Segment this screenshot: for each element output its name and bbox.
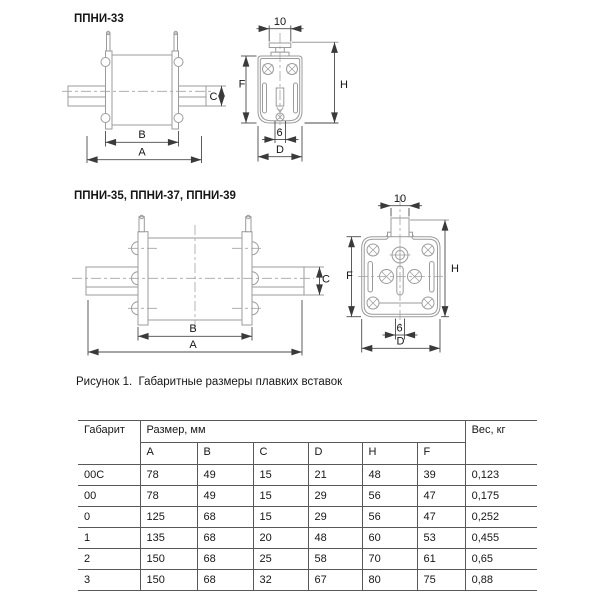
col-header-weight: Вес, кг (465, 421, 537, 465)
table-cell: 29 (308, 486, 362, 507)
table-cell: 29 (308, 507, 362, 528)
table-cell: 48 (308, 528, 362, 549)
dim-label-6: 6 (396, 322, 403, 335)
table-cell: 0,65 (465, 549, 537, 570)
table-cell: 00C (78, 465, 140, 486)
col-header-f: F (417, 443, 465, 465)
fuse-body-outline (101, 31, 183, 129)
col-header-a: A (140, 443, 197, 465)
table-cell: 25 (253, 549, 308, 570)
table-cell: 67 (308, 570, 362, 591)
table-cell: 2 (78, 549, 140, 570)
dimension-10 (378, 193, 422, 217)
table-cell: 15 (253, 486, 308, 507)
table-cell: 15 (253, 507, 308, 528)
ppni33-side-view-drawing (62, 28, 232, 166)
table-cell: 56 (362, 486, 417, 507)
table-cell: 60 (362, 528, 417, 549)
table-cell: 49 (197, 465, 253, 486)
ppni35-front-view-drawing (345, 188, 467, 368)
table-cell: 21 (308, 465, 362, 486)
dim-label-b: B (189, 323, 197, 335)
table-cell: 0,175 (465, 486, 537, 507)
table-cell: 58 (308, 549, 362, 570)
table-cell: 20 (253, 528, 308, 549)
table-cell: 53 (417, 528, 465, 549)
dim-label-c: C (209, 91, 218, 103)
table-cell: 150 (140, 549, 197, 570)
figure1-label: ППНИ-33 (74, 13, 124, 25)
dim-label-d: D (396, 335, 405, 348)
dim-label-a: A (189, 339, 197, 351)
table-cell: 150 (140, 570, 197, 591)
table-row (78, 528, 537, 549)
table-cell: 0,252 (465, 507, 537, 528)
col-header-h: H (362, 443, 417, 465)
dimension-B (138, 323, 252, 341)
dim-label-d: D (276, 144, 284, 156)
dim-label-f: F (346, 270, 353, 282)
figure2-label: ППНИ-35, ППНИ-37, ППНИ-39 (74, 190, 236, 202)
table-cell: 00 (78, 486, 140, 507)
col-header-b: B (197, 443, 253, 465)
dimension-F (239, 56, 257, 123)
dim-label-a: A (138, 146, 146, 159)
col-header-d: D (308, 443, 362, 465)
table-header-row (78, 421, 537, 443)
col-header-size: Размер, мм (140, 421, 465, 443)
table-row (78, 507, 537, 528)
table-row (78, 486, 537, 507)
dim-label-f: F (238, 78, 246, 91)
table-cell: 47 (417, 486, 465, 507)
table-cell: 135 (140, 528, 197, 549)
table-cell: 49 (197, 486, 253, 507)
table-cell: 48 (362, 465, 417, 486)
dim-label-10: 10 (273, 16, 287, 28)
table-cell: 80 (362, 570, 417, 591)
table-row (78, 465, 537, 486)
ppni33-front-view-drawing (238, 6, 356, 174)
table-cell: 56 (362, 507, 417, 528)
table-cell: 75 (417, 570, 465, 591)
table-cell: 68 (197, 570, 253, 591)
table-cell: 39 (417, 465, 465, 486)
dim-label-h: H (340, 79, 348, 91)
col-header-c: C (253, 443, 308, 465)
table-cell: 15 (253, 465, 308, 486)
table-cell: 78 (140, 486, 197, 507)
figure-caption: Рисунок 1. Габаритные размеры плавких вставок (76, 376, 343, 388)
table-row (78, 570, 537, 591)
dim-label-10: 10 (393, 193, 407, 205)
table-cell: 0,123 (465, 465, 537, 486)
dim-label-6: 6 (276, 127, 283, 139)
dim-label-b: B (138, 129, 146, 141)
table-cell: 61 (417, 549, 465, 570)
dimension-B (106, 129, 179, 147)
ppni35-side-view-drawing (62, 203, 332, 363)
table-cell: 0 (78, 507, 140, 528)
table-cell: 47 (417, 507, 465, 528)
dimensions-table (78, 420, 537, 591)
table-cell: 1 (78, 528, 140, 549)
dim-label-c: C (322, 273, 330, 286)
table-cell: 125 (140, 507, 197, 528)
col-header-gabarit: Габарит (78, 421, 140, 465)
table-cell: 70 (362, 549, 417, 570)
table-cell: 32 (253, 570, 308, 591)
table-cell: 78 (140, 465, 197, 486)
table-cell: 68 (197, 507, 253, 528)
fuse-body-outline (362, 218, 440, 317)
table-cell: 68 (197, 528, 253, 549)
table-row (78, 549, 537, 570)
table-cell: 68 (197, 549, 253, 570)
dimension-C (206, 86, 226, 106)
table-cell: 0,455 (465, 528, 537, 549)
dimension-C (304, 267, 330, 295)
dim-label-h: H (451, 263, 459, 275)
table-cell: 3 (78, 570, 140, 591)
table-cell: 0,88 (471, 574, 493, 586)
